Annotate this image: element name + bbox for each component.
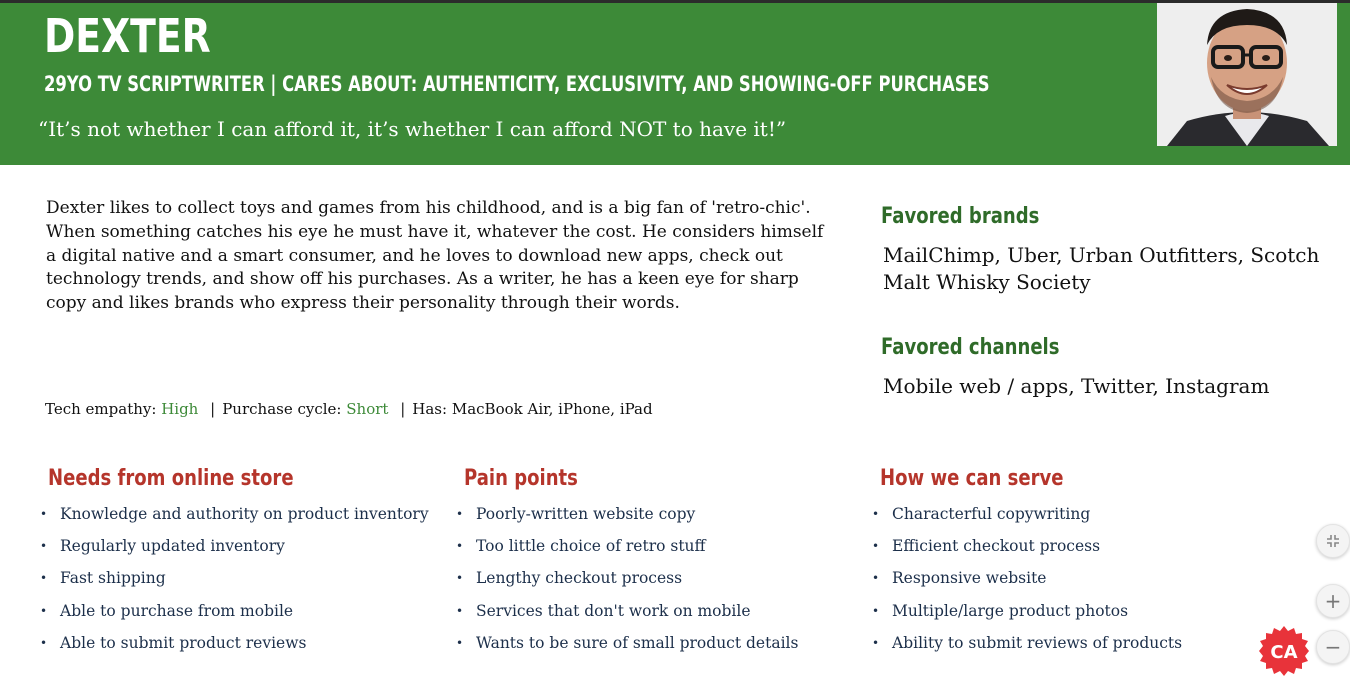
zoom-in-button[interactable] [1316, 584, 1350, 618]
list-item: • Characterful copywriting [872, 505, 1091, 523]
bullet: • [40, 603, 48, 618]
list-item: • Fast shipping [40, 569, 166, 588]
bullet: • [872, 603, 880, 618]
bullet: • [872, 539, 880, 554]
bullet: • [872, 635, 880, 650]
needs-list [40, 505, 429, 666]
persona-bio: Dexter likes to collect toys and games from his childhood, and is a big fan of 'retro-chic'. When something catches his eye he must have it, whatever the cost. He considers himself a digital native and a smart consumer, and he loves to download new apps, check out technology trends, and show off his purchases. As a writer, he has a keen eye for sharp copy and likes brands who express their personality through their words. [46, 198, 824, 314]
tech-empathy-label: Tech empathy: [45, 400, 157, 418]
fit-screen-button[interactable] [1316, 524, 1350, 558]
persona-header [0, 3, 1350, 165]
pain-points-list [456, 505, 798, 666]
list-item: • Regularly updated inventory [40, 537, 285, 556]
ca-logo-badge [1258, 625, 1310, 677]
bullet: • [456, 571, 464, 586]
pain-points-heading: Pain points [464, 466, 578, 491]
list-item: • Poorly-written website copy [456, 505, 696, 523]
stats-separator: | [210, 400, 216, 418]
bullet: • [456, 507, 464, 521]
favored-channels-heading: Favored channels [881, 335, 1060, 360]
needs-heading: Needs from online store [48, 466, 294, 491]
list-item: • Able to submit product reviews [40, 633, 307, 652]
list-item: • Services that don't work on mobile [456, 601, 751, 620]
bullet: • [872, 507, 880, 521]
bullet: • [40, 635, 48, 650]
devices-label: Has: [412, 400, 448, 418]
minus-icon: − [1324, 635, 1342, 659]
devices-value: MacBook Air, iPhone, iPad [451, 400, 653, 418]
list-item: • Too little choice of retro stuff [456, 537, 706, 556]
bullet: • [872, 571, 880, 586]
bullet: • [456, 603, 464, 618]
list-item: • Multiple/large product photos [872, 601, 1129, 620]
bullet: • [40, 539, 48, 554]
stats-separator: | [400, 400, 406, 418]
bullet: • [456, 539, 464, 554]
persona-stats [45, 400, 653, 418]
list-item: • Wants to be sure of small product details [456, 633, 799, 652]
fit-screen-icon [1325, 533, 1341, 549]
plus-icon: + [1324, 589, 1342, 613]
list-item: • Responsive website [872, 569, 1047, 588]
persona-subtitle: 29YO TV SCRIPTWRITER | CARES ABOUT: AUTHENTICITY, EXCLUSIVITY, AND SHOWING-OFF PURCHASES [44, 72, 990, 96]
persona-name: DEXTER [44, 9, 211, 63]
list-item: • Able to purchase from mobile [40, 601, 294, 620]
list-item: • Knowledge and authority on product inventory [40, 505, 429, 523]
favored-brands-heading: Favored brands [881, 204, 1040, 229]
favored-channels-text: Mobile web / apps, Twitter, Instagram [883, 374, 1270, 398]
list-item: • Efficient checkout process [872, 537, 1101, 556]
bullet: • [40, 507, 48, 521]
purchase-cycle-label: Purchase cycle: [222, 400, 342, 418]
how-we-serve-list [872, 505, 1182, 666]
list-item: • Lengthy checkout process [456, 569, 683, 588]
tech-empathy-value: High [161, 400, 199, 418]
bullet: • [456, 635, 464, 650]
zoom-out-button[interactable] [1316, 630, 1350, 664]
persona-photo [1157, 3, 1337, 146]
bullet: • [40, 571, 48, 586]
portrait-illustration [1157, 3, 1337, 146]
list-item: • Ability to submit reviews of products [872, 633, 1183, 652]
how-we-serve-heading: How we can serve [880, 466, 1064, 491]
badge-text: CA [1270, 642, 1298, 663]
favored-brands-text: MailChimp, Uber, Urban Outfitters, Scotch Malt Whisky Society [883, 243, 1320, 294]
purchase-cycle-value: Short [346, 400, 389, 418]
persona-quote: “It’s not whether I can afford it, it’s whether I can afford NOT to have it!” [38, 117, 787, 141]
